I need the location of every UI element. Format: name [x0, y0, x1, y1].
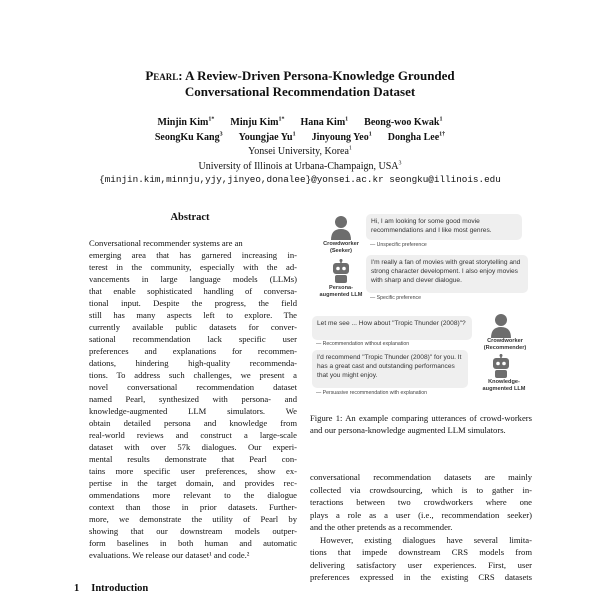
- abstract-line: ommendations more relevant to the dialogue: [89, 490, 297, 500]
- abstract-line: mental results demonstrate that Pearl con-: [89, 454, 297, 464]
- crowdworker-recommender-icon: [490, 312, 512, 338]
- author-name: Youngjae Yu$^1$: [238, 131, 296, 143]
- persona-llm-role-text: Persona- augmented LLM: [319, 285, 363, 298]
- persona-llm-utterance: I'm really a fan of movies with great storytelling and strong character development. I also enjoy movies with sharp and clever dialogue.: [366, 255, 528, 293]
- persona-llm-role-label: [310, 285, 372, 299]
- specific-preference-tag: — Specific preference: [370, 295, 422, 301]
- abstract-line: real-world reviews and construct a large-scale: [89, 430, 297, 440]
- author-affiliation-marker: 1*: [208, 116, 215, 123]
- abstract-line: emerging area that has garnered increasing in-: [89, 250, 297, 260]
- author-affiliation-marker: 1*: [278, 116, 285, 123]
- author-name: Jinyoung Yeo$^1$: [311, 131, 372, 143]
- abstract-body: [89, 237, 297, 561]
- abstract-line: currently available public datasets for conver-: [89, 322, 297, 332]
- abstract-line: named Pearl, synthesized with persona- and: [89, 394, 297, 404]
- abstract-line: tains more specific user preferences, show ex-: [89, 466, 297, 476]
- body-line: preferences expressed in the existing CRS datasets: [310, 572, 532, 582]
- body-line: teractions between two crowdworkers where one: [310, 497, 532, 507]
- author-affiliation-marker: 1: [345, 116, 349, 123]
- crowdworker-seeker-icon: [330, 214, 352, 240]
- abstract-line: tional input. Despite the progress, the field: [89, 298, 297, 308]
- no-explanation-tag: — Recommendation without explanation: [316, 341, 410, 347]
- abstract-line: Conversational recommender systems are an: [89, 238, 243, 248]
- abstract-line: tions. To address such challenges, we present a: [89, 370, 297, 380]
- introduction-body: [310, 471, 532, 584]
- author-name: Beong-woo Kwak$^1$: [364, 116, 443, 128]
- abstract-line: dations, hindering high-quality recommenda-: [89, 358, 297, 368]
- author-name: Minjin Kim$^{1*}$: [157, 116, 215, 128]
- abstract-line: sational recommendation lack specific user: [89, 334, 297, 344]
- knowledge-llm-role-label: [472, 379, 536, 393]
- abstract-line: that enable sophisticated handling of conversa-: [89, 286, 297, 296]
- abstract-line: evaluations. We release our dataset¹ and code.²: [89, 550, 250, 560]
- body-line: delivering satisfactory user experiences. First, user: [310, 559, 532, 570]
- section-number: 1: [74, 583, 80, 594]
- body-line: and the other pretends as a recommender.: [310, 522, 453, 532]
- knowledge-llm-robot-icon: [490, 354, 512, 378]
- abstract-line: obtain detailed persona and knowledge from: [89, 418, 297, 428]
- abstract-line: pertise in the target domain, and provides rec-: [89, 478, 297, 488]
- author-name: Minju Kim$^{1*}$: [230, 116, 285, 128]
- recommender-role-text: Crowdworker (Recommender): [483, 338, 527, 351]
- author-name: Dongha Lee$^{1\dagger}$: [387, 131, 446, 143]
- author-affiliation-marker: 1: [368, 131, 372, 138]
- author-affiliation-marker: 1: [439, 116, 443, 123]
- abstract-line: vancements in large language models (LLMs): [89, 274, 297, 284]
- seeker-crowdworker-utterance: Hi, I am looking for some good movie recommendations and I like most genres.: [366, 214, 522, 240]
- authors-line2: [0, 132, 600, 143]
- affiliation-1-sup: 1: [348, 145, 352, 152]
- body-line: tions that impede downstream CRS models from: [310, 547, 532, 557]
- author-affiliation-marker: 3: [219, 131, 223, 138]
- recommender-crowdworker-utterance: Let me see ... How about "Tropic Thunder (2008)"?: [312, 316, 472, 340]
- author-name: Hana Kim$^1$: [300, 116, 349, 128]
- body-line: conversational recommendation datasets are mainly: [310, 472, 532, 482]
- abstract-heading: Abstract: [170, 212, 210, 223]
- affiliation-1: [0, 146, 600, 157]
- author-affiliation-marker: 1†: [439, 131, 446, 138]
- abstract-line: preferences and explanations for recommen-: [89, 346, 297, 356]
- author-emails: {minjin.kim,minnju,yjy,jinyeo,donalee}@yonsei.ac.kr seongku@illinois.edu: [99, 174, 501, 185]
- abstract-line: showing that our downstream models outper-: [89, 526, 297, 536]
- knowledge-llm-utterance: I'd recommend "Tropic Thunder (2008)" for you. It has a great cast and outstanding performances that you might enjoy.: [312, 350, 468, 388]
- persona-llm-robot-icon: [330, 259, 352, 283]
- knowledge-llm-role-text: Knowledge- augmented LLM: [482, 379, 526, 392]
- abstract-line: terest in the community, especially with the ad-: [89, 262, 297, 272]
- figure-1-caption: Figure 1: An example comparing utterances of crowd-workers and our persona-knowledge augmented LLM simulators.: [310, 413, 532, 435]
- abstract-line: context than those in prior datasets. Further-: [89, 502, 297, 512]
- author-affiliation-marker: 1: [292, 131, 296, 138]
- recommender-role-label: [474, 338, 536, 352]
- abstract-line: knowledge-augmented LLM simulators. We: [89, 406, 297, 416]
- author-name: SeongKu Kang$^3$: [154, 131, 223, 143]
- body-line: plays a role as a user (i.e., recommendation seeker): [310, 509, 532, 520]
- unspecific-preference-tag: — Unspecific preference: [370, 242, 427, 248]
- abstract-line: dataset with over 57k dialogues. Our experi-: [89, 442, 297, 452]
- affiliation-2: [0, 161, 600, 172]
- abstract-line: more, we demonstrate the utility of Pearl by: [89, 514, 297, 524]
- affiliation-2-sup: 3: [398, 160, 402, 167]
- abstract-line: still has many aspects left to explore. The: [89, 310, 297, 320]
- abstract-line: novel conversational recommendation dataset: [89, 382, 297, 392]
- section-title: Introduction: [91, 583, 149, 594]
- paper-title-line2: Conversational Recommendation Dataset: [184, 84, 416, 99]
- body-line: However, existing dialogues have several limita-: [320, 534, 532, 545]
- persuasive-explanation-tag: — Persuasive recommendation with explanation: [316, 390, 428, 396]
- seeker-role-text: Crowdworker (Seeker): [323, 241, 359, 254]
- body-line: collected via crowdsourcing, which is to gather in-: [310, 484, 532, 495]
- affiliation-1-text: Yonsei University, Korea: [248, 146, 349, 157]
- authors-line1: [0, 117, 600, 128]
- figure-1: [310, 212, 532, 396]
- section-heading-introduction: [74, 583, 160, 594]
- affiliation-2-text: University of Illinois at Urbana-Champaign, USA: [198, 161, 399, 172]
- abstract-line: form baselines in both human and automatic: [89, 538, 297, 548]
- seeker-role-label: [310, 241, 372, 255]
- title-dataset-name: Pearl: [145, 68, 179, 83]
- paper-title-line1: [0, 68, 600, 84]
- title-rest: : A Review-Driven Persona-Knowledge Grounded: [178, 68, 455, 83]
